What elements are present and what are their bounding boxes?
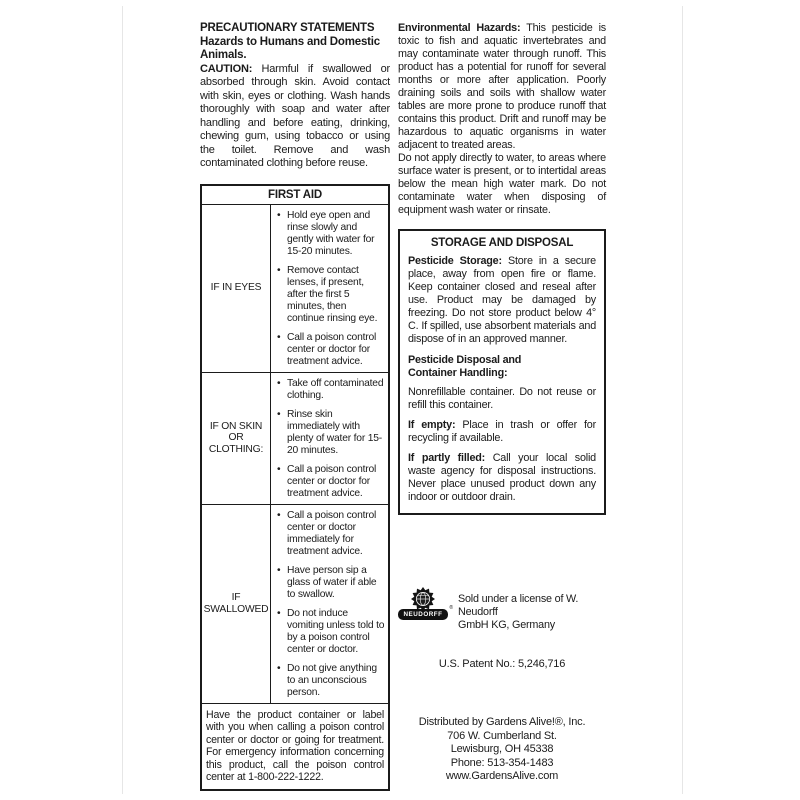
environmental-hazards-paragraph — [398, 22, 606, 152]
table-row-if-in-eyes — [202, 205, 388, 373]
instructions-cell — [271, 205, 388, 372]
table-row-if-swallowed — [202, 505, 388, 704]
distributor-line: Lewisburg, OH 45338 — [450, 743, 554, 755]
right-column — [398, 22, 606, 784]
table-footer-note: Have the product container or label with you when calling a poison control center or doctor or going for treatment. For emergency information concerning this product, call the poison control center at 1-800-222-1222. — [206, 708, 384, 784]
environmental-hazards-label: Environmental Hazards: — [398, 22, 521, 34]
neudorff-logo — [398, 587, 453, 620]
label-edge-line-right — [682, 6, 683, 794]
distributor-block — [398, 716, 606, 784]
storage-disposal-title: STORAGE AND DISPOSAL — [430, 237, 574, 249]
if-partly-filled-text: Call your local solid waste agency for disposal instructions. Never place unused product down any indoor or outdoor drain. — [408, 452, 596, 503]
caution-label: CAUTION: — [200, 62, 253, 75]
caution-paragraph — [200, 63, 390, 171]
distributor-line: Phone: 513-354-1483 — [450, 756, 554, 769]
storage-disposal-box — [398, 229, 606, 515]
condition-cell: IF SWALLOWED — [202, 505, 271, 703]
first-aid-table — [200, 184, 390, 792]
bullet-item: • Do not give anything to an unconscious person. — [277, 663, 385, 699]
if-empty-paragraph — [408, 419, 596, 445]
license-row — [398, 587, 606, 632]
distributor-line: 706 W. Cumberland St. — [447, 729, 557, 742]
pesticide-storage-paragraph — [408, 255, 596, 346]
condition-cell: IF IN EYES — [202, 205, 271, 372]
environmental-hazards-text: This pesticide is toxic to fish and aquatic invertebrates and may contaminate water through runoff. This product has a potential for runoff for several months or more after application. Poorly draining soils and soils with shallow water tables are more prone to produce runoff that contains this product. Drift and runoff may be hazardous to aquatic organisms in water adjacent to treated areas. — [398, 22, 606, 151]
if-partly-filled-label: If partly filled: — [408, 452, 486, 464]
distributor-line: www.GardensAlive.com — [445, 770, 559, 782]
precautionary-subtitle: Hazards to Humans and Domestic Animals. — [200, 35, 380, 61]
if-partly-filled-paragraph — [408, 452, 596, 504]
bullet-item: • Have person sip a glass of water if able to swallow. — [277, 565, 385, 601]
pesticide-storage-text: Store in a secure place, away from open fire or flame. Keep container closed and reseal after use. Product may be damaged by freezing. Do not store product below 4° C. If spilled, use absorbent materials and dispose of in an approved manner. — [408, 255, 596, 345]
condition-cell: IF ON SKIN OR CLOTHING: — [202, 373, 271, 504]
license-text: Sold under a license of W. Neudorff GmbH KG, Germany — [458, 593, 579, 631]
left-column — [200, 22, 390, 791]
table-row-if-on-skin — [202, 373, 388, 505]
if-empty-text: Place in trash or offer for recycling if available. — [408, 419, 596, 444]
nonrefillable-paragraph: Nonrefillable container. Do not reuse or refill this container. — [408, 386, 596, 411]
pesticide-storage-label: Pesticide Storage: — [408, 255, 502, 267]
bullet-item: • Rinse skin immediately with plenty of water for 15-20 minutes. — [277, 409, 385, 457]
precautionary-title: PRECAUTIONARY STATEMENTS — [200, 22, 375, 34]
bullet-item: • Call a poison control center or doctor for treatment advice. — [277, 464, 385, 500]
instructions-cell — [271, 373, 388, 504]
if-empty-label: If empty: — [408, 419, 456, 431]
bullet-item: • Call a poison control center or doctor immediately for treatment advice. — [277, 510, 385, 558]
registered-mark: ® — [449, 605, 453, 611]
neudorff-banner: NEUDORFF — [398, 609, 448, 620]
neudorff-gear-icon — [411, 587, 435, 611]
bullet-item: • Hold eye open and rinse slowly and gently with water for 15-20 minutes. — [277, 210, 385, 258]
bullet-item: • Do not induce vomiting unless told to by a poison control center or doctor. — [277, 608, 385, 656]
caution-text: Harmful if swallowed or absorbed through skin. Avoid contact with skin, eyes or clothing. Wash hands thoroughly with soap and water after handling and before eating, drinking, chewing gum, using tobacco or using the toilet. Remove and wash contaminated clothing before reuse. — [200, 62, 390, 169]
first-aid-table-title: FIRST AID — [202, 186, 388, 205]
patent-number: U.S. Patent No.: 5,246,716 — [438, 658, 566, 670]
bullet-item: • Call a poison control center or doctor for treatment advice. — [277, 332, 385, 368]
label-edge-line-left — [122, 6, 123, 794]
bullet-item: • Take off contaminated clothing. — [277, 378, 385, 402]
water-application-warning: Do not apply directly to water, to areas where surface water is present, or to intertidal areas below the mean high water mark. Do not contaminate water when disposing of equipment wash water or rinsate. — [398, 152, 606, 216]
distributor-line: Distributed by Gardens Alive!®, Inc. — [418, 716, 586, 728]
disposal-heading: Pesticide Disposal and Container Handling: — [408, 354, 522, 379]
instructions-cell — [271, 505, 388, 703]
bullet-item: • Remove contact lenses, if present, after the first 5 minutes, then continue rinsing eye. — [277, 265, 385, 325]
